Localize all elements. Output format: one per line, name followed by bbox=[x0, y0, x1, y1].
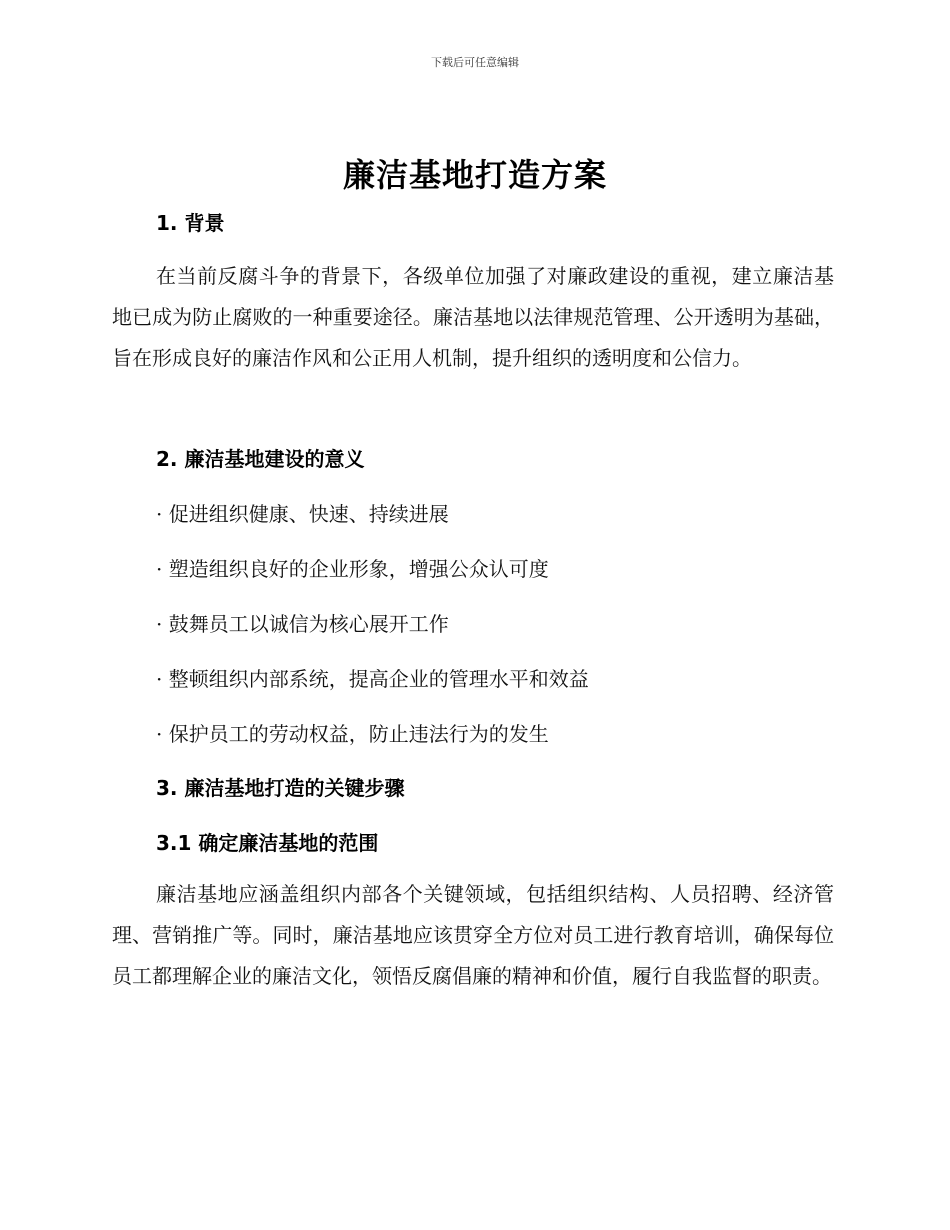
section-2-heading: 2. 廉洁基地建设的意义 bbox=[156, 447, 365, 471]
bullet-item-3: · 鼓舞员工以诚信为核心展开工作 bbox=[156, 612, 449, 636]
document-title: 廉洁基地打造方案 bbox=[342, 156, 607, 194]
bullet-item-4: · 整顿组织内部系统，提高企业的管理水平和效益 bbox=[156, 667, 589, 691]
bullet-item-5: · 保护员工的劳动权益，防止违法行为的发生 bbox=[156, 722, 549, 746]
section-3-heading: 3. 廉洁基地打造的关键步骤 bbox=[156, 776, 405, 800]
section-3-1-paragraph: 廉洁基地应涵盖组织内部各个关键领域，包括组织结构、人员招聘、经济管理、营销推广等。同时，廉洁基地应该贯穿全方位对员工进行教育培训，确保每位员工都理解企业的廉洁文化，领悟反腐倡廉的精神和价值，履行自我监督的职责。 bbox=[112, 882, 834, 988]
bullet-item-2: · 塑造组织良好的企业形象，增强公众认可度 bbox=[156, 557, 549, 581]
section-1-heading: 1. 背景 bbox=[156, 211, 225, 235]
section-3-1-heading: 3.1 确定廉洁基地的范围 bbox=[156, 831, 379, 855]
page-header-note: 下载后可任意编辑 bbox=[431, 56, 519, 69]
bullet-item-1: · 促进组织健康、快速、持续进展 bbox=[156, 502, 449, 526]
section-1-paragraph: 在当前反腐斗争的背景下，各级单位加强了对廉政建设的重视，建立廉洁基地已成为防止腐败的一种重要途径。廉洁基地以法律规范管理、公开透明为基础，旨在形成良好的廉洁作风和公正用人机制，提升组织的透明度和公信力。 bbox=[112, 264, 834, 370]
